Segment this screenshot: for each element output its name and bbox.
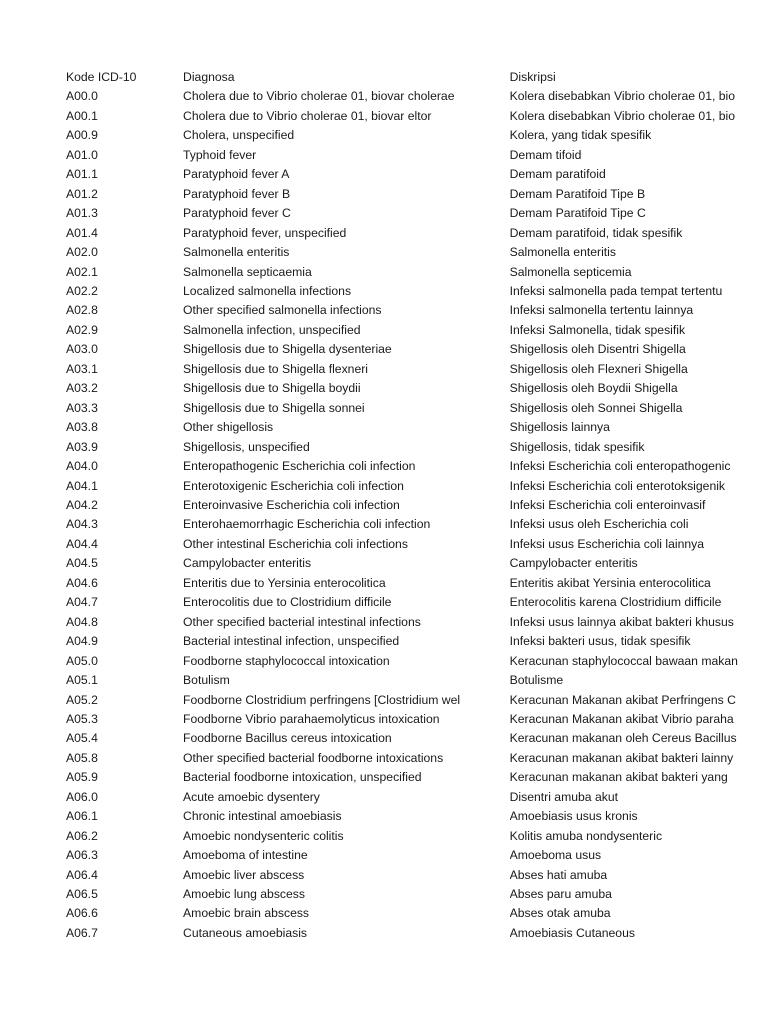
diagnosis-cell: Enteritis due to Yersinia enterocolitica (183, 575, 386, 590)
table-row (66, 243, 766, 262)
diagnosis-cell: Other specified salmonella infections (183, 303, 382, 318)
diagnosis-cell: Shigellosis due to Shigella flexneri (183, 361, 368, 376)
table-row (66, 904, 766, 923)
icd-code-cell: A04.6 (66, 575, 98, 590)
icd-code-cell: A02.1 (66, 264, 98, 279)
table-row (66, 126, 766, 145)
icd-code-cell: A01.1 (66, 167, 98, 182)
description-cell: Infeksi bakteri usus, tidak spesifik (509, 634, 691, 649)
icd-code-cell: A00.1 (66, 108, 98, 123)
diagnosis-cell: Shigellosis due to Shigella dysenteriae (183, 342, 392, 357)
diagnosis-cell: Salmonella enteritis (183, 245, 290, 260)
icd-code-cell: A02.0 (66, 245, 98, 260)
diagnosis-cell: Salmonella septicaemia (183, 264, 312, 279)
icd-code-cell: A04.8 (66, 614, 98, 629)
table-row (66, 224, 766, 243)
icd-code-cell: A01.3 (66, 206, 98, 221)
description-cell: Abses hati amuba (509, 867, 608, 882)
table-row (66, 496, 766, 515)
table-row (66, 807, 766, 826)
diagnosis-cell: Paratyphoid fever, unspecified (183, 225, 347, 240)
diagnosis-cell: Chronic intestinal amoebiasis (183, 809, 342, 824)
icd-code-cell: A04.4 (66, 536, 98, 551)
icd-code-cell: A04.5 (66, 556, 98, 571)
diagnosis-cell: Paratyphoid fever B (183, 186, 291, 201)
diagnosis-cell: Enteroinvasive Escherichia coli infection (183, 497, 400, 512)
table-row (66, 515, 766, 534)
header-row (66, 68, 766, 87)
table-row (66, 768, 766, 787)
icd-code-cell: A05.8 (66, 750, 98, 765)
diagnosis-cell: Typhoid fever (183, 147, 257, 162)
icd-code-cell: A05.0 (66, 653, 98, 668)
table-row (66, 477, 766, 496)
description-cell: Keracunan Makanan akibat Vibrio paraha (509, 711, 734, 726)
icd-code-cell: A04.9 (66, 634, 98, 649)
diagnosis-cell: Amoebic brain abscess (183, 906, 310, 921)
table-row (66, 613, 766, 632)
table-row (66, 107, 766, 126)
icd-code-cell: A06.0 (66, 789, 98, 804)
diagnosis-cell: Bacterial intestinal infection, unspecified (183, 634, 400, 649)
diagnosis-cell: Acute amoebic dysentery (183, 789, 320, 804)
description-cell: Demam paratifoid, tidak spesifik (509, 225, 683, 240)
description-cell: Infeksi Salmonella, tidak spesifik (509, 322, 686, 337)
description-cell: Demam tifoid (509, 147, 582, 162)
diagnosis-cell: Foodborne Vibrio parahaemolyticus intoxication (183, 711, 440, 726)
diagnosis-cell: Localized salmonella infections (183, 283, 352, 298)
table-row (66, 340, 766, 359)
description-cell: Kolera disebabkan Vibrio cholerae 01, bio (509, 108, 736, 123)
diagnosis-cell: Salmonella infection, unspecified (183, 322, 361, 337)
description-cell: Kolitis amuba nondysenteric (509, 828, 663, 843)
diagnosis-cell: Cholera due to Vibrio cholerae 01, biovar eltor (183, 108, 432, 123)
table-row (66, 885, 766, 904)
icd-code-cell: A06.7 (66, 925, 98, 940)
icd-code-cell: A03.3 (66, 400, 98, 415)
icd-code-cell: A04.0 (66, 459, 98, 474)
description-cell: Abses paru amuba (509, 887, 612, 902)
description-cell: Keracunan staphylococcal bawaan makan (509, 653, 738, 668)
description-cell: Keracunan makanan oleh Cereus Bacillus (509, 731, 737, 746)
description-cell: Infeksi usus oleh Escherichia coli (509, 517, 689, 532)
table-row (66, 710, 766, 729)
table-row (66, 185, 766, 204)
icd-code-cell: A04.3 (66, 517, 98, 532)
diagnosis-cell: Botulism (183, 673, 230, 688)
description-cell: Demam paratifoid (509, 167, 606, 182)
description-cell: Amoebiasis Cutaneous (509, 925, 635, 940)
description-cell: Salmonella enteritis (509, 245, 616, 260)
icd-code-cell: A06.6 (66, 906, 98, 921)
description-cell: Amoeboma usus (509, 848, 602, 863)
icd-code-cell: A04.1 (66, 478, 98, 493)
icd-code-cell: A01.2 (66, 186, 98, 201)
description-cell: Shigellosis lainnya (509, 420, 610, 435)
icd-code-cell: A03.2 (66, 381, 98, 396)
table-row (66, 282, 766, 301)
description-cell: Infeksi usus Escherichia coli lainnya (509, 536, 705, 551)
icd-code-cell: A06.1 (66, 809, 98, 824)
table-row (66, 846, 766, 865)
description-cell: Kolera disebabkan Vibrio cholerae 01, bio (509, 89, 736, 104)
diagnosis-cell: Other specified bacterial foodborne intoxications (183, 750, 444, 765)
diagnosis-cell: Foodborne Clostridium perfringens [Clostridium wel (183, 692, 461, 707)
spreadsheet-page (0, 68, 768, 943)
description-cell: Abses otak amuba (509, 906, 611, 921)
table-row (66, 399, 766, 418)
diagnosis-cell: Amoebic lung abscess (183, 887, 305, 902)
icd-code-cell: A04.7 (66, 595, 98, 610)
description-cell: Infeksi salmonella tertentu lainnya (509, 303, 694, 318)
description-cell: Campylobacter enteritis (509, 556, 638, 571)
icd-code-cell: A01.4 (66, 225, 98, 240)
icd-code-cell: A00.9 (66, 128, 98, 143)
diagnosis-cell: Cholera due to Vibrio cholerae 01, biovar cholerae (183, 89, 455, 104)
icd-code-cell: A05.9 (66, 770, 98, 785)
table-row (66, 379, 766, 398)
description-cell: Demam Paratifoid Tipe C (509, 206, 646, 221)
icd-code-cell: A03.1 (66, 361, 98, 376)
diagnosis-cell: Foodborne Bacillus cereus intoxication (183, 731, 392, 746)
diagnosis-cell: Enterohaemorrhagic Escherichia coli infection (183, 517, 431, 532)
table-row (66, 729, 766, 748)
description-cell: Demam Paratifoid Tipe B (509, 186, 646, 201)
icd-code-cell: A01.0 (66, 147, 98, 162)
diagnosis-cell: Paratyphoid fever A (183, 167, 290, 182)
icd-code-cell: A05.3 (66, 711, 98, 726)
icd10-table (66, 68, 766, 943)
description-cell: Infeksi Escherichia coli enteropathogenic (509, 459, 731, 474)
table-row (66, 574, 766, 593)
description-cell: Shigellosis, tidak spesifik (509, 439, 645, 454)
table-row (66, 146, 766, 165)
description-cell: Infeksi usus lainnya akibat bakteri khusus (509, 614, 734, 629)
diagnosis-cell: Bacterial foodborne intoxication, unspecified (183, 770, 422, 785)
table-row (66, 301, 766, 320)
table-row (66, 438, 766, 457)
description-cell: Shigellosis oleh Disentri Shigella (509, 342, 686, 357)
table-row (66, 418, 766, 437)
description-cell: Infeksi Escherichia coli enteroinvasif (509, 497, 706, 512)
header-diagnosis: Diagnosa (183, 70, 235, 84)
diagnosis-cell: Shigellosis due to Shigella boydii (183, 381, 361, 396)
diagnosis-cell: Amoebic nondysenteric colitis (183, 828, 344, 843)
diagnosis-cell: Paratyphoid fever C (183, 206, 291, 221)
table-row (66, 924, 766, 943)
icd-code-cell: A03.0 (66, 342, 98, 357)
table-row (66, 204, 766, 223)
icd-code-cell: A06.3 (66, 848, 98, 863)
diagnosis-cell: Amoebic liver abscess (183, 867, 305, 882)
icd-code-cell: A04.2 (66, 497, 98, 512)
diagnosis-cell: Other shigellosis (183, 420, 274, 435)
diagnosis-cell: Foodborne staphylococcal intoxication (183, 653, 390, 668)
diagnosis-cell: Cutaneous amoebiasis (183, 925, 308, 940)
icd-code-cell: A06.4 (66, 867, 98, 882)
icd-code-cell: A02.8 (66, 303, 98, 318)
diagnosis-cell: Enterotoxigenic Escherichia coli infection (183, 478, 404, 493)
description-cell: Keracunan makanan akibat bakteri yang (509, 770, 728, 785)
description-cell: Infeksi Escherichia coli enterotoksigenik (509, 478, 726, 493)
icd-code-cell: A05.4 (66, 731, 98, 746)
table-row (66, 457, 766, 476)
description-cell: Botulisme (509, 673, 564, 688)
icd-code-cell: A05.1 (66, 673, 98, 688)
table-row (66, 788, 766, 807)
diagnosis-cell: Other intestinal Escherichia coli infections (183, 536, 408, 551)
table-row (66, 749, 766, 768)
description-cell: Infeksi salmonella pada tempat tertentu (509, 283, 723, 298)
description-cell: Enterocolitis karena Clostridium difficile (509, 595, 722, 610)
diagnosis-cell: Shigellosis due to Shigella sonnei (183, 400, 365, 415)
table-row (66, 691, 766, 710)
description-cell: Amoebiasis usus kronis (509, 809, 638, 824)
description-cell: Keracunan makanan akibat bakteri lainny (509, 750, 734, 765)
table-row (66, 593, 766, 612)
header-description: Diskripsi (509, 70, 556, 84)
icd-code-cell: A02.9 (66, 322, 98, 337)
table-row (66, 866, 766, 885)
description-cell: Kolera, yang tidak spesifik (509, 128, 652, 143)
diagnosis-cell: Amoeboma of intestine (183, 848, 308, 863)
description-cell: Shigellosis oleh Boydii Shigella (509, 381, 678, 396)
diagnosis-cell: Campylobacter enteritis (183, 556, 312, 571)
table-row (66, 263, 766, 282)
table-row (66, 321, 766, 340)
table-row (66, 671, 766, 690)
icd-code-cell: A06.5 (66, 887, 98, 902)
table-row (66, 632, 766, 651)
description-cell: Enteritis akibat Yersinia enterocolitica (509, 575, 711, 590)
diagnosis-cell: Cholera, unspecified (183, 128, 295, 143)
diagnosis-cell: Shigellosis, unspecified (183, 439, 310, 454)
table-row (66, 360, 766, 379)
diagnosis-cell: Enteropathogenic Escherichia coli infection (183, 459, 416, 474)
icd-code-cell: A03.8 (66, 420, 98, 435)
table-row (66, 652, 766, 671)
header-code: Kode ICD-10 (66, 70, 137, 84)
icd-code-cell: A05.2 (66, 692, 98, 707)
table-row (66, 165, 766, 184)
diagnosis-cell: Enterocolitis due to Clostridium difficile (183, 595, 392, 610)
icd-code-cell: A06.2 (66, 828, 98, 843)
icd-code-cell: A02.2 (66, 283, 98, 298)
diagnosis-cell: Other specified bacterial intestinal infections (183, 614, 421, 629)
icd-code-cell: A00.0 (66, 89, 98, 104)
description-cell: Salmonella septicemia (509, 264, 632, 279)
description-cell: Disentri amuba akut (509, 789, 618, 804)
description-cell: Shigellosis oleh Flexneri Shigella (509, 361, 688, 376)
description-cell: Keracunan Makanan akibat Perfringens C (509, 692, 736, 707)
table-row (66, 827, 766, 846)
table-row (66, 535, 766, 554)
icd-code-cell: A03.9 (66, 439, 98, 454)
table-row (66, 87, 766, 106)
table-row (66, 554, 766, 573)
description-cell: Shigellosis oleh Sonnei Shigella (509, 400, 683, 415)
